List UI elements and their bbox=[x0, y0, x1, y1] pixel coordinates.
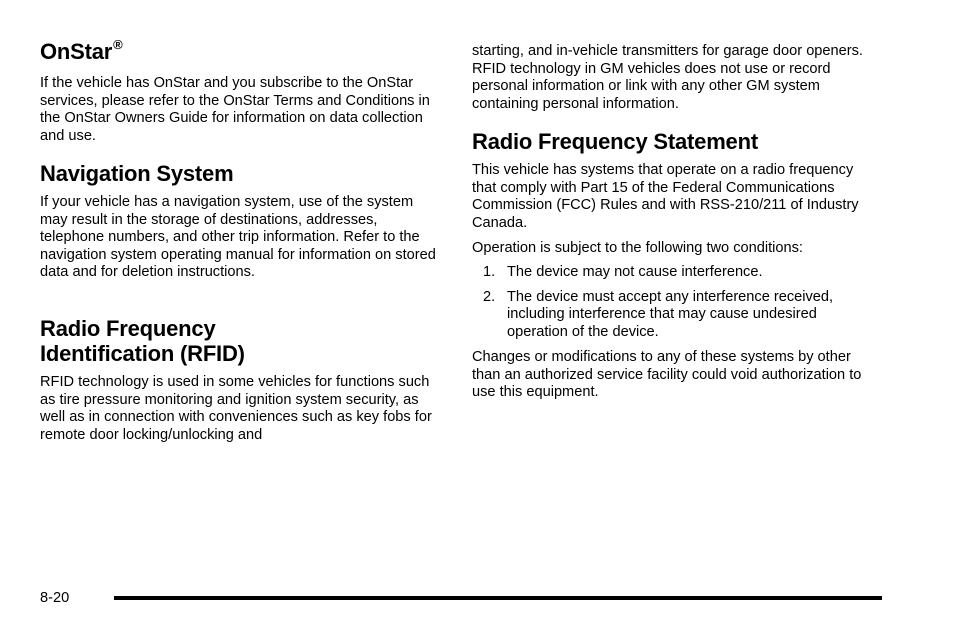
page-number: 8-20 bbox=[40, 590, 70, 606]
registered-mark: ® bbox=[113, 36, 123, 52]
navigation-body: If your vehicle has a navigation system, use of the system may result in the storage of destinations, addresses, telephone numbers, and other trip information. Refer to the navigation system operating manual for information on stored data and for deletion instructions. bbox=[40, 194, 436, 281]
rfid-body-continued: starting, and in-vehicle transmitters for garage door openers. RFID technology in GM vehicles does not use or record personal information or link with any other GM system containing personal information. bbox=[472, 43, 863, 112]
radio-statement-heading: Radio Frequency Statement bbox=[472, 129, 758, 154]
onstar-body: If the vehicle has OnStar and you subscribe to the OnStar services, please refer to the OnStar Terms and Conditions in the OnStar Owners Guide for information on data collection and use. bbox=[40, 75, 430, 144]
list-item bbox=[472, 264, 872, 282]
rfid-heading-line1: Radio Frequency bbox=[40, 316, 216, 341]
list-item bbox=[472, 289, 872, 342]
radio-statement-body2: Operation is subject to the following two conditions: bbox=[472, 240, 803, 256]
list-item-text: The device may not cause interference. bbox=[507, 264, 763, 280]
onstar-heading bbox=[40, 36, 440, 64]
radio-statement-body3: Changes or modifications to any of these systems by other than an authorized service facility could void authorization to use this equipment. bbox=[472, 349, 862, 401]
rfid-body: RFID technology is used in some vehicles for functions such as tire pressure monitoring and ignition system security, as well as in connection with conveniences such as key fobs for remote door locking/unlocking and bbox=[40, 374, 432, 443]
rfid-heading bbox=[40, 316, 440, 366]
radio-statement-body1: This vehicle has systems that operate on a radio frequency that comply with Part 15 of the Federal Communications Commission (FCC) Rules and with RSS-210/211 of Industry Canada. bbox=[472, 162, 859, 231]
list-item-number: 1. bbox=[483, 264, 496, 280]
rfid-heading-line2: Identification (RFID) bbox=[40, 341, 245, 366]
list-item-text: The device must accept any interference received, including interference that may cause undesired operation of the device. bbox=[507, 288, 834, 340]
footer-rule bbox=[114, 596, 882, 600]
list-item-number: 2. bbox=[483, 288, 496, 305]
navigation-heading: Navigation System bbox=[40, 161, 234, 186]
onstar-heading-text: OnStar bbox=[40, 39, 113, 64]
conditions-list bbox=[472, 264, 872, 341]
